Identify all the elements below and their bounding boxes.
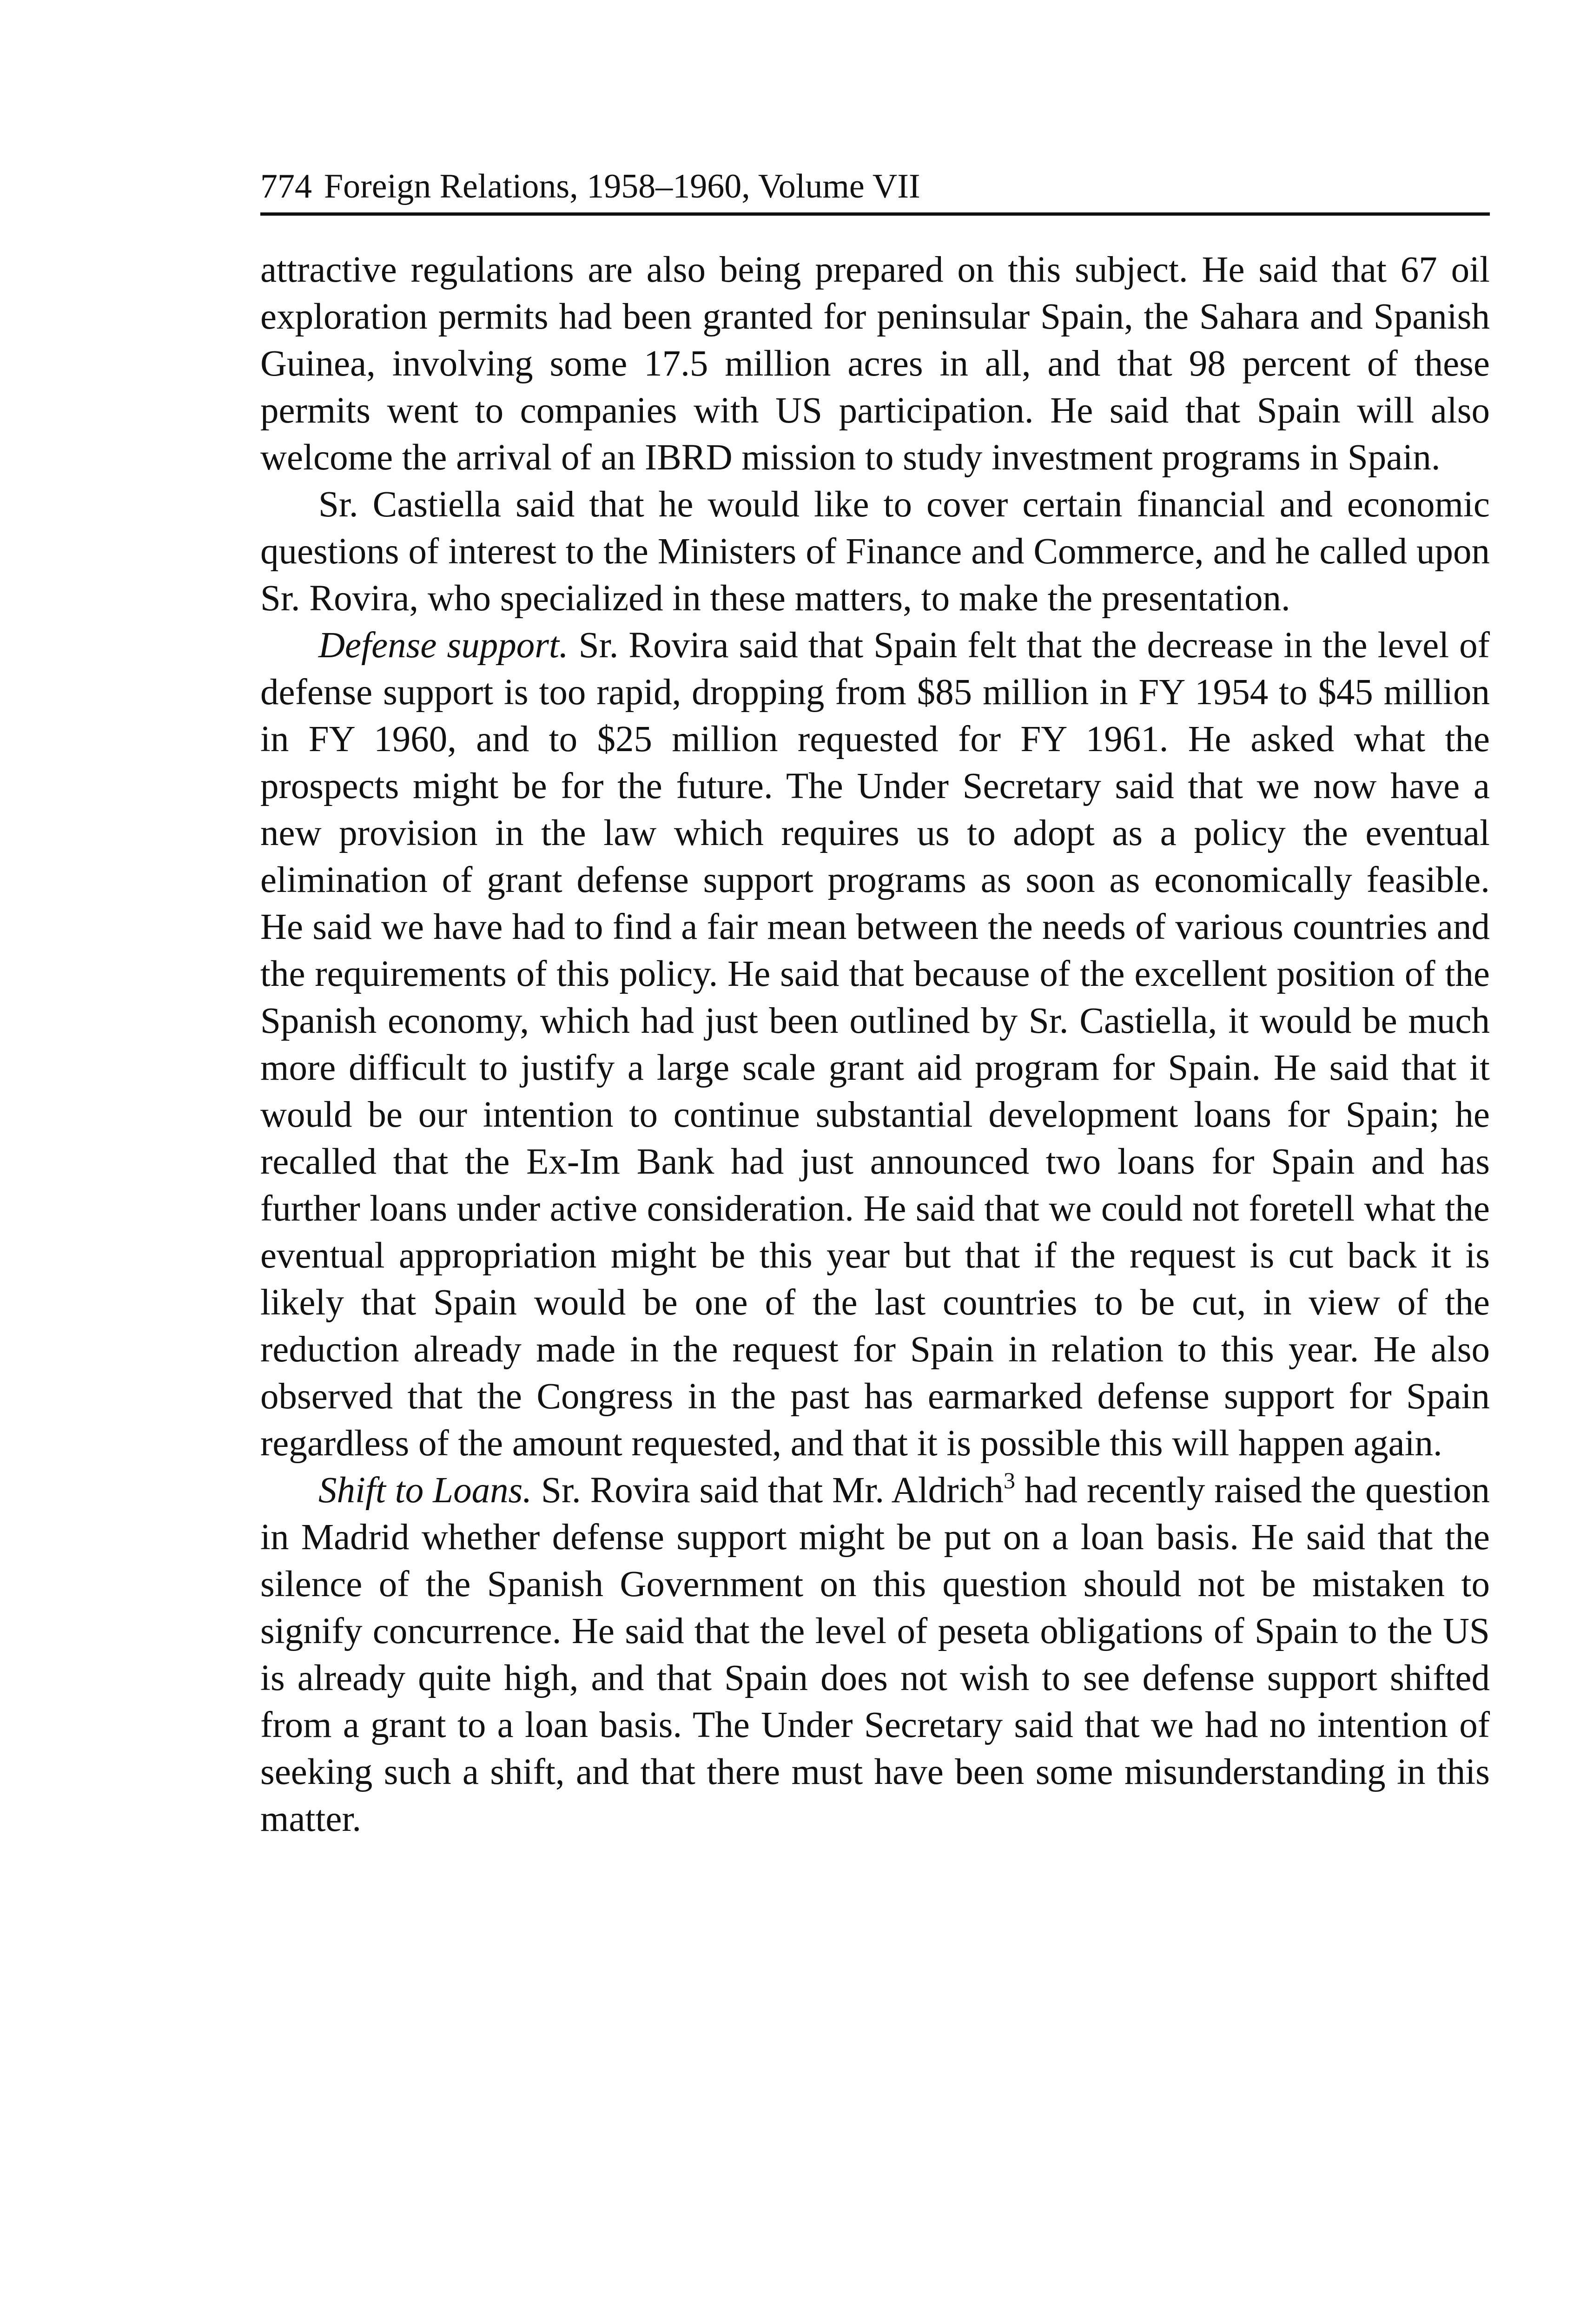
running-head [260, 165, 1490, 216]
running-head-title: Foreign Relations, 1958–1960, Volume VII [324, 167, 920, 205]
paragraph-text: Sr. Castiella said that he would like to cover certain financial and economic questions of interest to the Ministers of Finance and Commerce, and he called upon Sr. Rovira, who specialized in these matters, to make the presentation. [260, 484, 1490, 619]
paragraph-text: Sr. Rovira said that Spain felt that the decrease in the level of defense support is too rapid, dropping from $85 million in FY 1954 to $45 million in FY 1960, and to $25 million requested for FY 1961. He asked what the prospects might be for the future. The Under Secretary said that we now have a new provision in the law which requires us to adopt as a policy the eventual elimination of grant defense support programs as soon as economically feasible. He said we have had to find a fair mean between the needs of various countries and the requirements of this policy. He said that because of the excellent position of the Spanish economy, which had just been outlined by Sr. Castiella, it would be much more difficult to justify a large scale grant aid program for Spain. He said that it would be our intention to continue substantial development loans for Spain; he recalled that the Ex-Im Bank had just announced two loans for Spain and has further loans under active consideration. He said that we could not foretell what the eventual appropriation might be this year but that if the request is cut back it is likely that Spain would be one of the last countries to be cut, in view of the reduction already made in the request for Spain in relation to this year. He also observed that the Congress in the past has earmarked defense support for Spain regardless of the amount requested, and that it is possible this will happen again. [260, 625, 1490, 1464]
document-body [260, 246, 1490, 1842]
run-in-heading: Shift to Loans. [318, 1470, 532, 1511]
paragraph-castiella [260, 481, 1490, 622]
paragraph-text: Sr. Rovira said that Mr. Aldrich [541, 1470, 1004, 1511]
paragraph-shift-to-loans [260, 1467, 1490, 1842]
paragraph-text: had recently raised the question in Madrid whether defense support might be put on a loan basis. He said that the silence of the Spanish Government on this question should not be mistaken to signify concurrence. He said that the level of peseta obligations of Spain to the US is already quite high, and that Spain does not wish to see defense support shifted from a grant to a loan basis. The Under Secretary said that we had no intention of seeking such a shift, and that there must have been some misunderstanding in this matter. [260, 1470, 1490, 1839]
page-number: 774 [260, 167, 312, 205]
paragraph-text: attractive regulations are also being prepared on this subject. He said that 67 oil exploration permits had been granted for peninsular Spain, the Sahara and Spanish Guinea, involving some 17.5 million acres in all, and that 98 percent of these permits went to companies with US participation. He said that Spain will also welcome the arrival of an IBRD mission to study investment programs in Spain. [260, 250, 1490, 478]
run-in-heading: Defense support. [318, 625, 569, 666]
page-content [260, 165, 1490, 1842]
paragraph-continued [260, 246, 1490, 481]
footnote-reference[interactable]: 3 [1004, 1467, 1015, 1493]
paragraph-defense-support [260, 622, 1490, 1467]
